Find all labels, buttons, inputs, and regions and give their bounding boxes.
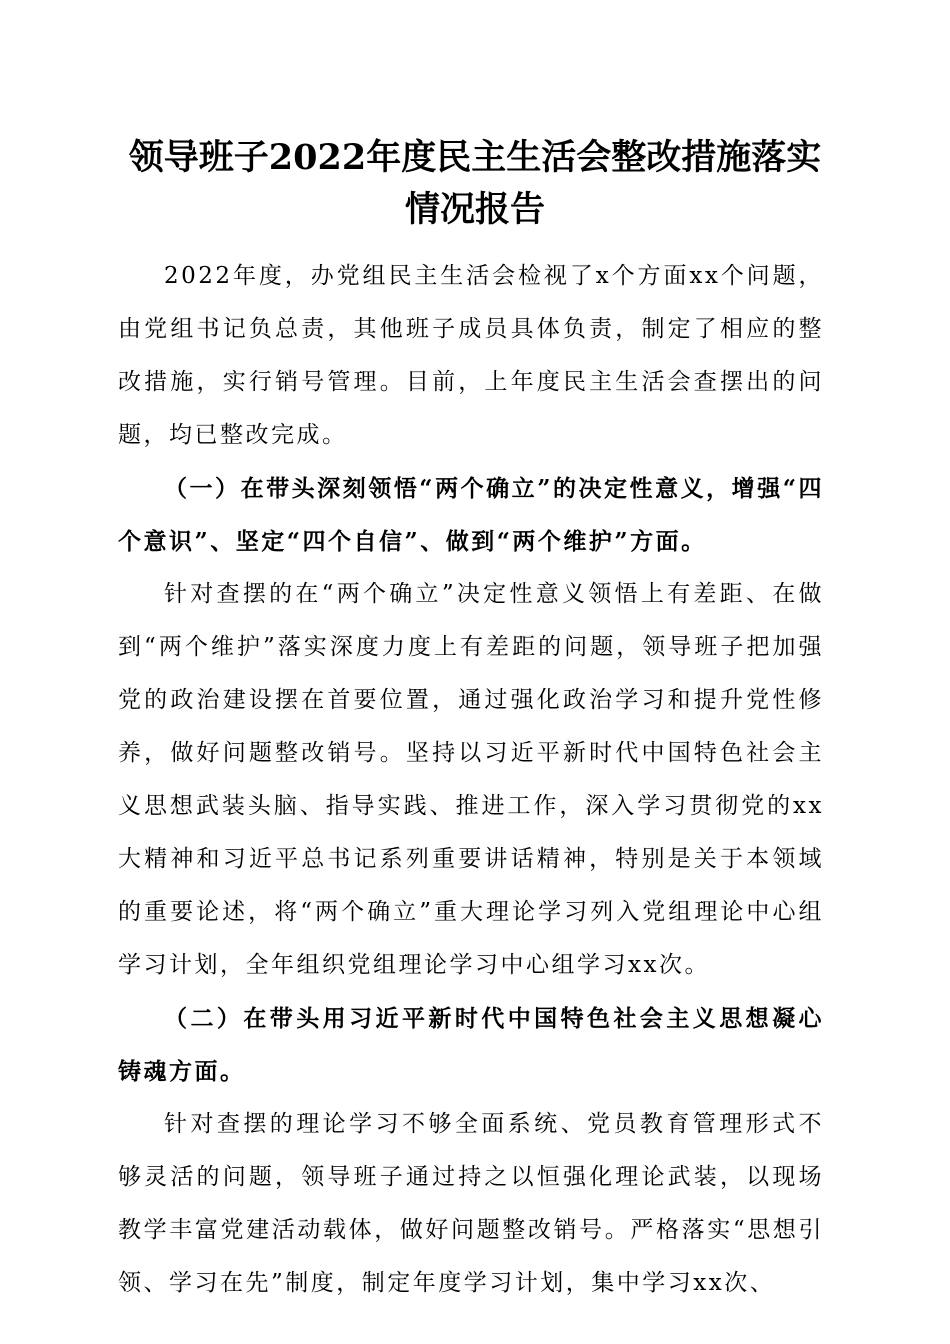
section-heading-2: （二）在带头用习近平新时代中国特色社会主义思想凝心铸魂方面。 bbox=[118, 1005, 824, 1085]
intro-paragraph: 2022年度，办党组民主生活会检视了x个方面xx个问题，由党组书记负总责，其他班子成员具体负责，制定了相应的整改措施，实行销号管理。目前，上年度民主生活会查摆出的问题，均已整改完成。 bbox=[118, 263, 824, 448]
section-1-paragraph: 针对查摆的在“两个确立”决定性意义领悟上有差距、在做到“两个维护”落实深度力度上有差距的问题，领导班子把加强党的政治建设摆在首要位置，通过强化政治学习和提升党性修养，做好问题整改销号。坚持以习近平新时代中国特色社会主义思想武装头脑、指导实践、推进工作，深入学习贯彻党的xx大精神和习近平总书记系列重要讲话精神，特别是关于本领域的重要论述，将“两个确立”重大理论学习列入党组理论中心组学习计划，全年组织党组理论学习中心组学习xx次。 bbox=[118, 581, 824, 978]
title-line-1: 领导班子2022年度民主生活会整改措施落实 bbox=[128, 137, 822, 178]
title-line-2: 情况报告 bbox=[404, 189, 545, 230]
document-body bbox=[118, 250, 824, 1310]
section-heading-1: （一）在带头深刻领悟“两个确立”的决定性意义，增强“四个意识”、坚定“四个自信”、做到“两个维护”方面。 bbox=[118, 475, 824, 555]
section-2-paragraph: 针对查摆的理论学习不够全面系统、党员教育管理形式不够灵活的问题，领导班子通过持之以恒强化理论武装，以现场教学丰富党建活动载体，做好问题整改销号。严格落实“思想引领、学习在先”制度，制定年度学习计划，集中学习xx次、 bbox=[118, 1111, 824, 1296]
document-title bbox=[110, 132, 840, 236]
